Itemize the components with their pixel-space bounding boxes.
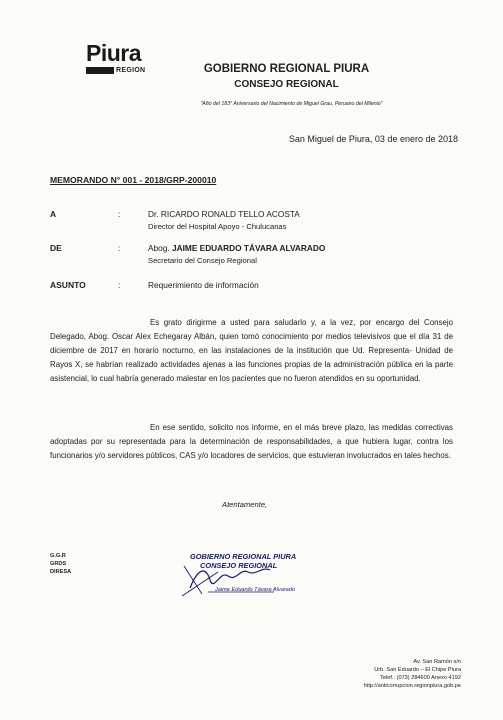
logo-subtext: REGION: [116, 67, 146, 74]
address-line-1: Av. San Ramón s/n: [413, 659, 461, 665]
org-name: GOBIERNO REGIONAL PIURA: [203, 63, 370, 75]
from-role: Secretario del Consejo Regional: [148, 256, 257, 265]
stamp-line-1: GOBIERNO REGIONAL PIURA: [190, 552, 297, 561]
from-colon: :: [118, 243, 121, 253]
body-paragraph-2: En ese sentido, solicito nos informe, en el más breve plazo, las medidas correctivas adoptadas por su representada para la determinación de responsabilidades, a que hubiera lugar, contra los funcionarios y/o servidores públicos, CAS y/o locadores de servicios, que estuvieran involucrados en tales hechos.: [50, 423, 453, 460]
stamp-signature-name: Jaime Eduardo Távara Alvarado: [215, 587, 296, 593]
signature-scribble: [178, 558, 288, 604]
from-name-line: [148, 243, 325, 253]
memo-number: MEMORANDO N° 001 - 2018/GRP-200010: [50, 175, 217, 185]
subject-label: ASUNTO: [50, 280, 86, 290]
year-motto: "Año del 183° Aniversario del Nacimiento de Miguel Grau, Peruano del Milenio": [200, 101, 383, 107]
initials-3: DIRESA: [50, 569, 72, 575]
subject-colon: :: [118, 280, 121, 290]
address-line-4: http://anticorrupcion.regionpiura.gob.pe: [363, 683, 461, 689]
to-name: Dr. RICARDO RONALD TELLO ACOSTA: [148, 209, 300, 219]
org-subtitle: CONSEJO REGIONAL: [234, 79, 339, 90]
from-prefix: Abog.: [148, 243, 170, 253]
to-role: Director del Hospital Apoyo - Chulucanas: [148, 222, 287, 231]
stamp-line-2: CONSEJO REGIONAL: [200, 561, 278, 570]
subject-value: Requerimiento de información: [148, 280, 259, 290]
closing: Atentamente,: [222, 500, 268, 509]
from-label: DE: [50, 243, 62, 253]
initials-2: GRDS: [50, 561, 67, 567]
address-line-3: Telef.: (073) 284600 Anexo 4192: [380, 675, 461, 681]
to-label: A: [50, 209, 57, 219]
initials-1: G.G.R: [50, 553, 66, 559]
address-line-2: Urb. San Eduardo – El Chipe Piura: [374, 667, 461, 673]
date-line: San Miguel de Piura, 03 de enero de 2018: [288, 134, 458, 144]
body-paragraph-1: Es grato dirigirme a usted para saludarlo y, a la vez, por encargo del Consejo Delegado, Abog. Oscar Alex Echegaray Albán, quien tomó conocimiento por medios televisivos que el día 31 de diciembre de 2017 en horario nocturno, en las instalaciones de la institución que Ud. Representa- Unidad de Rayos X, se habrían realizado actividades ajenas a las funciones propias de la administración pública en la parte asistencial, lo cual habría generado malestar en los pacientes que no fueron atendidos en su oportunidad.: [50, 318, 453, 383]
from-name: JAIME EDUARDO TÁVARA ALVARADO: [172, 243, 326, 253]
to-colon: :: [118, 209, 121, 219]
logo-text: Piura: [86, 40, 142, 66]
